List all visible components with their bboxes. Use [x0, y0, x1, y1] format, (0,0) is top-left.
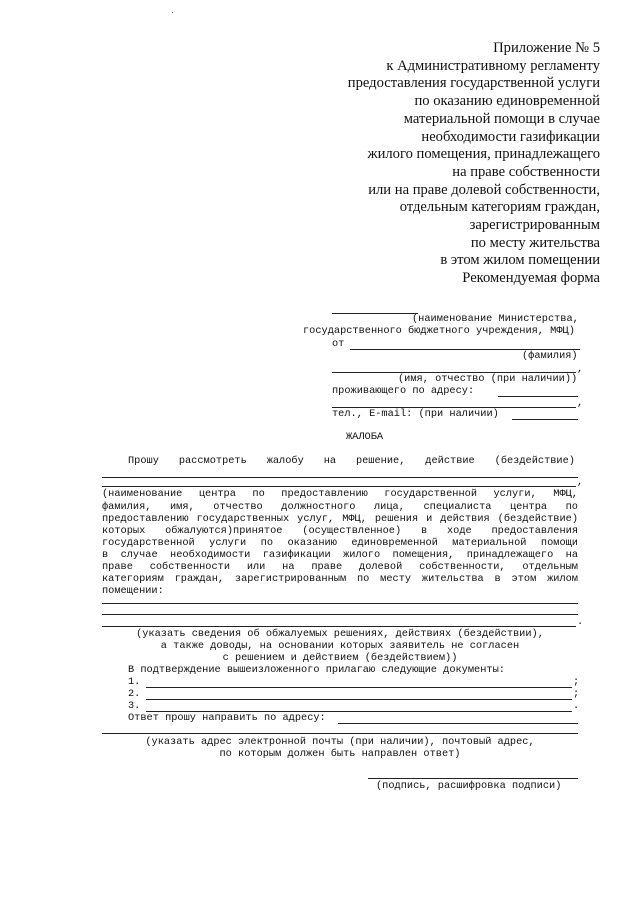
document-number: 2. [128, 688, 141, 700]
document-end: ; [573, 688, 580, 700]
from-label: от [332, 338, 345, 350]
request-line [128, 455, 575, 467]
appendix-line: или на праве долевой собственности, [368, 181, 600, 198]
complaint-title: ЖАЛОБА [346, 431, 384, 443]
body-last-line: помещении: [102, 585, 164, 597]
details-line[interactable] [102, 626, 576, 627]
ministry-caption: (наименование Министерства, [412, 313, 579, 325]
request-word: рассмотреть [178, 455, 247, 467]
document-end: ; [573, 676, 580, 688]
body-line: фамилия, имя, отчество должностного лица, специалиста центра по [102, 501, 578, 513]
documents-intro: В подтверждение вышеизложенного прилагаю следующие документы: [128, 664, 505, 676]
request-word: (бездействие) [494, 455, 575, 467]
appendix-line: зарегистрированным [469, 217, 600, 234]
body-line: которых обжалуются)принятое (осуществленное) в ходе предоставления [102, 525, 578, 537]
address-caption: по которым должен быть направлен ответ) [219, 748, 461, 760]
appendix-line: материальной помощи в случае [403, 110, 600, 127]
appendix-line: Приложение № 5 [493, 40, 600, 56]
appendix-line: по оказанию единовременной [414, 93, 600, 110]
details-caption: с решением и действием (бездействием)) [222, 652, 458, 664]
body-line: (наименование центра по предоставлению государственной услуги, МФЦ, [102, 488, 578, 500]
appendix-line: отдельным категориям граждан, [399, 199, 600, 216]
appendix-line: в этом жилом помещении [440, 252, 600, 269]
request-word: действие [425, 455, 475, 467]
residing-line[interactable] [498, 396, 578, 397]
institution-caption: государственного бюджетного учреждения, МФЦ) [303, 325, 575, 337]
appendix-line: предоставления государственной услуги [347, 75, 600, 92]
body-line: государственной услуги по оказанию единовременной материальной помощи [102, 537, 578, 549]
request-word: Прошу [128, 455, 159, 467]
body-line: предоставлению государственных услуг, МФЦ, решения и действия (бездействие) [102, 513, 578, 525]
name-caption: (имя, отчество (при наличии)) [398, 373, 578, 385]
residing-comma: , [577, 397, 584, 409]
appendix-line: на праве собственности [452, 163, 600, 180]
request-word: на [323, 455, 337, 467]
details-caption: а также доводы, на основании которых заявитель не согласен [160, 640, 520, 652]
recommended-form-label: Рекомендуемая форма [462, 270, 600, 286]
document-number: 1. [128, 676, 141, 688]
document-line[interactable] [146, 687, 572, 688]
scan-speck [172, 12, 173, 13]
document-end: . [573, 700, 580, 712]
appendix-line: жилого помещения, принадлежащего [367, 146, 600, 163]
address-caption: (указать адрес электронной почты (при наличии), почтовый адрес, [145, 736, 535, 748]
document-line[interactable] [146, 699, 572, 700]
ministry-line[interactable] [332, 313, 418, 314]
appendix-line: необходимости газификации [421, 128, 600, 145]
document-number: 3. [128, 700, 141, 712]
reply-line-2[interactable] [102, 733, 578, 734]
surname-caption: (фамилия) [522, 350, 578, 362]
target-comma: , [577, 476, 584, 488]
reply-line[interactable] [338, 723, 578, 724]
details-period: . [577, 616, 584, 628]
appendix-line: к Административному регламенту [386, 57, 600, 74]
phone-line[interactable] [512, 419, 578, 420]
phone-label: тел., E-mail: (при наличии) [332, 408, 499, 420]
complaint-target-line-2[interactable] [102, 486, 576, 487]
signature-caption: (подпись, расшифровка подписи) [376, 780, 562, 792]
details-line[interactable] [102, 614, 578, 615]
body-line: праве собственности или на праве долевой собственности, отдельным [102, 561, 578, 573]
details-line[interactable] [102, 603, 578, 604]
details-caption: (указать сведения об обжалуемых решениях, действиях (бездействии), [136, 628, 544, 640]
complaint-target-line[interactable] [102, 477, 578, 478]
appendix-header [348, 40, 600, 270]
appendix-line: по месту жительства [470, 234, 600, 251]
request-word: решение, [355, 455, 406, 467]
signature-line[interactable] [368, 778, 578, 779]
body-line: категориям граждан, зарегистрированным по месту жительства в этом жилом [102, 573, 578, 585]
reply-label: Ответ прошу направить по адресу: [128, 712, 326, 724]
body-line: в случае необходимости газификации жилого помещения, принадлежащего на [102, 549, 578, 561]
request-word: жалобу [266, 455, 304, 467]
residing-label: проживающего по адресу: [332, 385, 475, 397]
name-line-comma: , [577, 363, 584, 375]
